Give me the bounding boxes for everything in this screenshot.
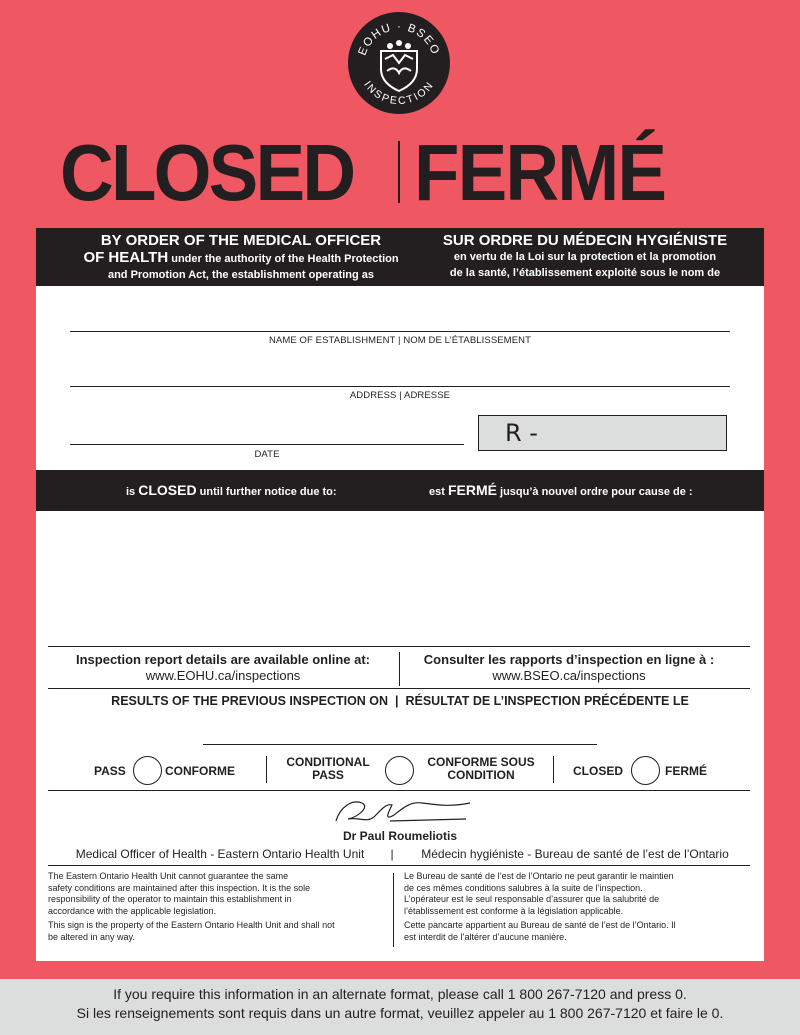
reason-label-en: is CLOSED until further notice due to: bbox=[126, 482, 337, 498]
order-band bbox=[36, 228, 764, 286]
officer-bottom-line bbox=[48, 865, 750, 866]
disclaimer-divider bbox=[393, 873, 394, 947]
title-closed: CLOSED bbox=[60, 128, 354, 217]
online-url-fr[interactable]: www.BSEO.ca/inspections bbox=[492, 668, 646, 683]
name-field-label: NAME OF ESTABLISHMENT | NOM DE L’ÉTABLISSEMENT bbox=[268, 335, 532, 346]
footer-text-en: If you require this information in an alternate format, please call 1 800 267-7120 and press 0. bbox=[113, 986, 687, 1002]
order-text-fr: SUR ORDRE DU MÉDECIN HYGIÉNISTE en vertu de la Loi sur la protection et la promotion de la santé, l’établissement exploité sous le nom de bbox=[442, 232, 728, 279]
online-text-fr: Consulter les rapports d’inspection en ligne à : bbox=[423, 652, 715, 667]
results-divider-2 bbox=[553, 756, 554, 783]
closed-checkbox[interactable] bbox=[631, 756, 660, 785]
officer-name: Dr Paul Roumeliotis bbox=[342, 829, 458, 843]
date-field-label: DATE bbox=[254, 449, 280, 460]
eohu-inspection-seal bbox=[347, 11, 451, 115]
officer-title-fr: Médecin hygiéniste - Bureau de santé de l’est de l’Ontario bbox=[421, 847, 729, 861]
conditional-checkbox[interactable] bbox=[385, 756, 414, 785]
reason-band bbox=[36, 470, 764, 511]
seal-text-top: EOHU · BSEO bbox=[356, 20, 442, 58]
closed-label-fr: FERMÉ bbox=[665, 764, 707, 778]
pass-label-en: PASS bbox=[94, 764, 126, 778]
accessibility-footer bbox=[0, 979, 800, 1035]
address-field-line[interactable] bbox=[70, 386, 730, 387]
online-bottom-line bbox=[48, 688, 750, 689]
record-number-field[interactable]: R - bbox=[478, 415, 727, 451]
pass-checkbox[interactable] bbox=[133, 756, 162, 785]
disclaimer-fr: Le Bureau de santé de l’est de l’Ontario ne peut garantir le maintien de ces mêmes conditions salubres à la suite de l’inspection. L’opérateur est le seul responsable d’assurer que la salubrité de l’établissement est conforme à la législation applicable. Cette pancarte appartient au Bureau de santé de l’est de l’Ontario. Il est interdit de l’altérer d’aucune manière. bbox=[404, 871, 676, 942]
online-url-en[interactable]: www.EOHU.ca/inspections bbox=[145, 668, 301, 683]
disclaimer-en: The Eastern Ontario Health Unit cannot guarantee the same safety conditions are maintained after this inspection. It is the sole responsibility of the operator to maintain this establishment in accordance with the applicable legislation. This sign is the property of the Eastern Ontario Health Unit and shall not be altered in any way. bbox=[48, 871, 335, 942]
conditional-label-en: CONDITIONAL PASS bbox=[286, 755, 370, 782]
signature-image bbox=[330, 793, 480, 829]
reason-label-fr: est FERMÉ jusqu’à nouvel ordre pour cause de : bbox=[429, 482, 693, 498]
online-text-en: Inspection report details are available online at: bbox=[75, 652, 371, 667]
reason-area-line bbox=[48, 646, 750, 647]
title-divider bbox=[398, 141, 400, 203]
name-field-line[interactable] bbox=[70, 331, 730, 332]
order-text-en: BY ORDER OF THE MEDICAL OFFICER OF HEALTH under the authority of the Health Protection and Promotion Act, the establishment operating as bbox=[83, 232, 399, 281]
results-divider-1 bbox=[266, 756, 267, 783]
previous-inspection-label: RESULTS OF THE PREVIOUS INSPECTION ON | RÉSULTAT DE L’INSPECTION PRÉCÉDENTE LE bbox=[111, 694, 689, 708]
pass-label-fr: CONFORME bbox=[165, 764, 235, 778]
officer-title-separator: | bbox=[390, 847, 394, 861]
closed-label-en: CLOSED bbox=[573, 764, 624, 778]
address-field-label: ADDRESS | ADRESSE bbox=[349, 390, 451, 401]
seal-text-bottom: INSPECTION bbox=[361, 78, 437, 108]
officer-title-en: Medical Officer of Health - Eastern Ontario Health Unit bbox=[75, 847, 365, 861]
conditional-label-fr: CONFORME SOUS CONDITION bbox=[427, 755, 535, 782]
results-bottom-line bbox=[48, 790, 750, 791]
previous-inspection-date-line[interactable] bbox=[203, 744, 597, 745]
date-field-line[interactable] bbox=[70, 444, 464, 445]
footer-text-fr: Si les renseignements sont requis dans un autre format, veuillez appeler au 1 800 267-7120 et faire le 0. bbox=[76, 1005, 724, 1021]
title-ferme: FERMÉ bbox=[414, 128, 666, 217]
